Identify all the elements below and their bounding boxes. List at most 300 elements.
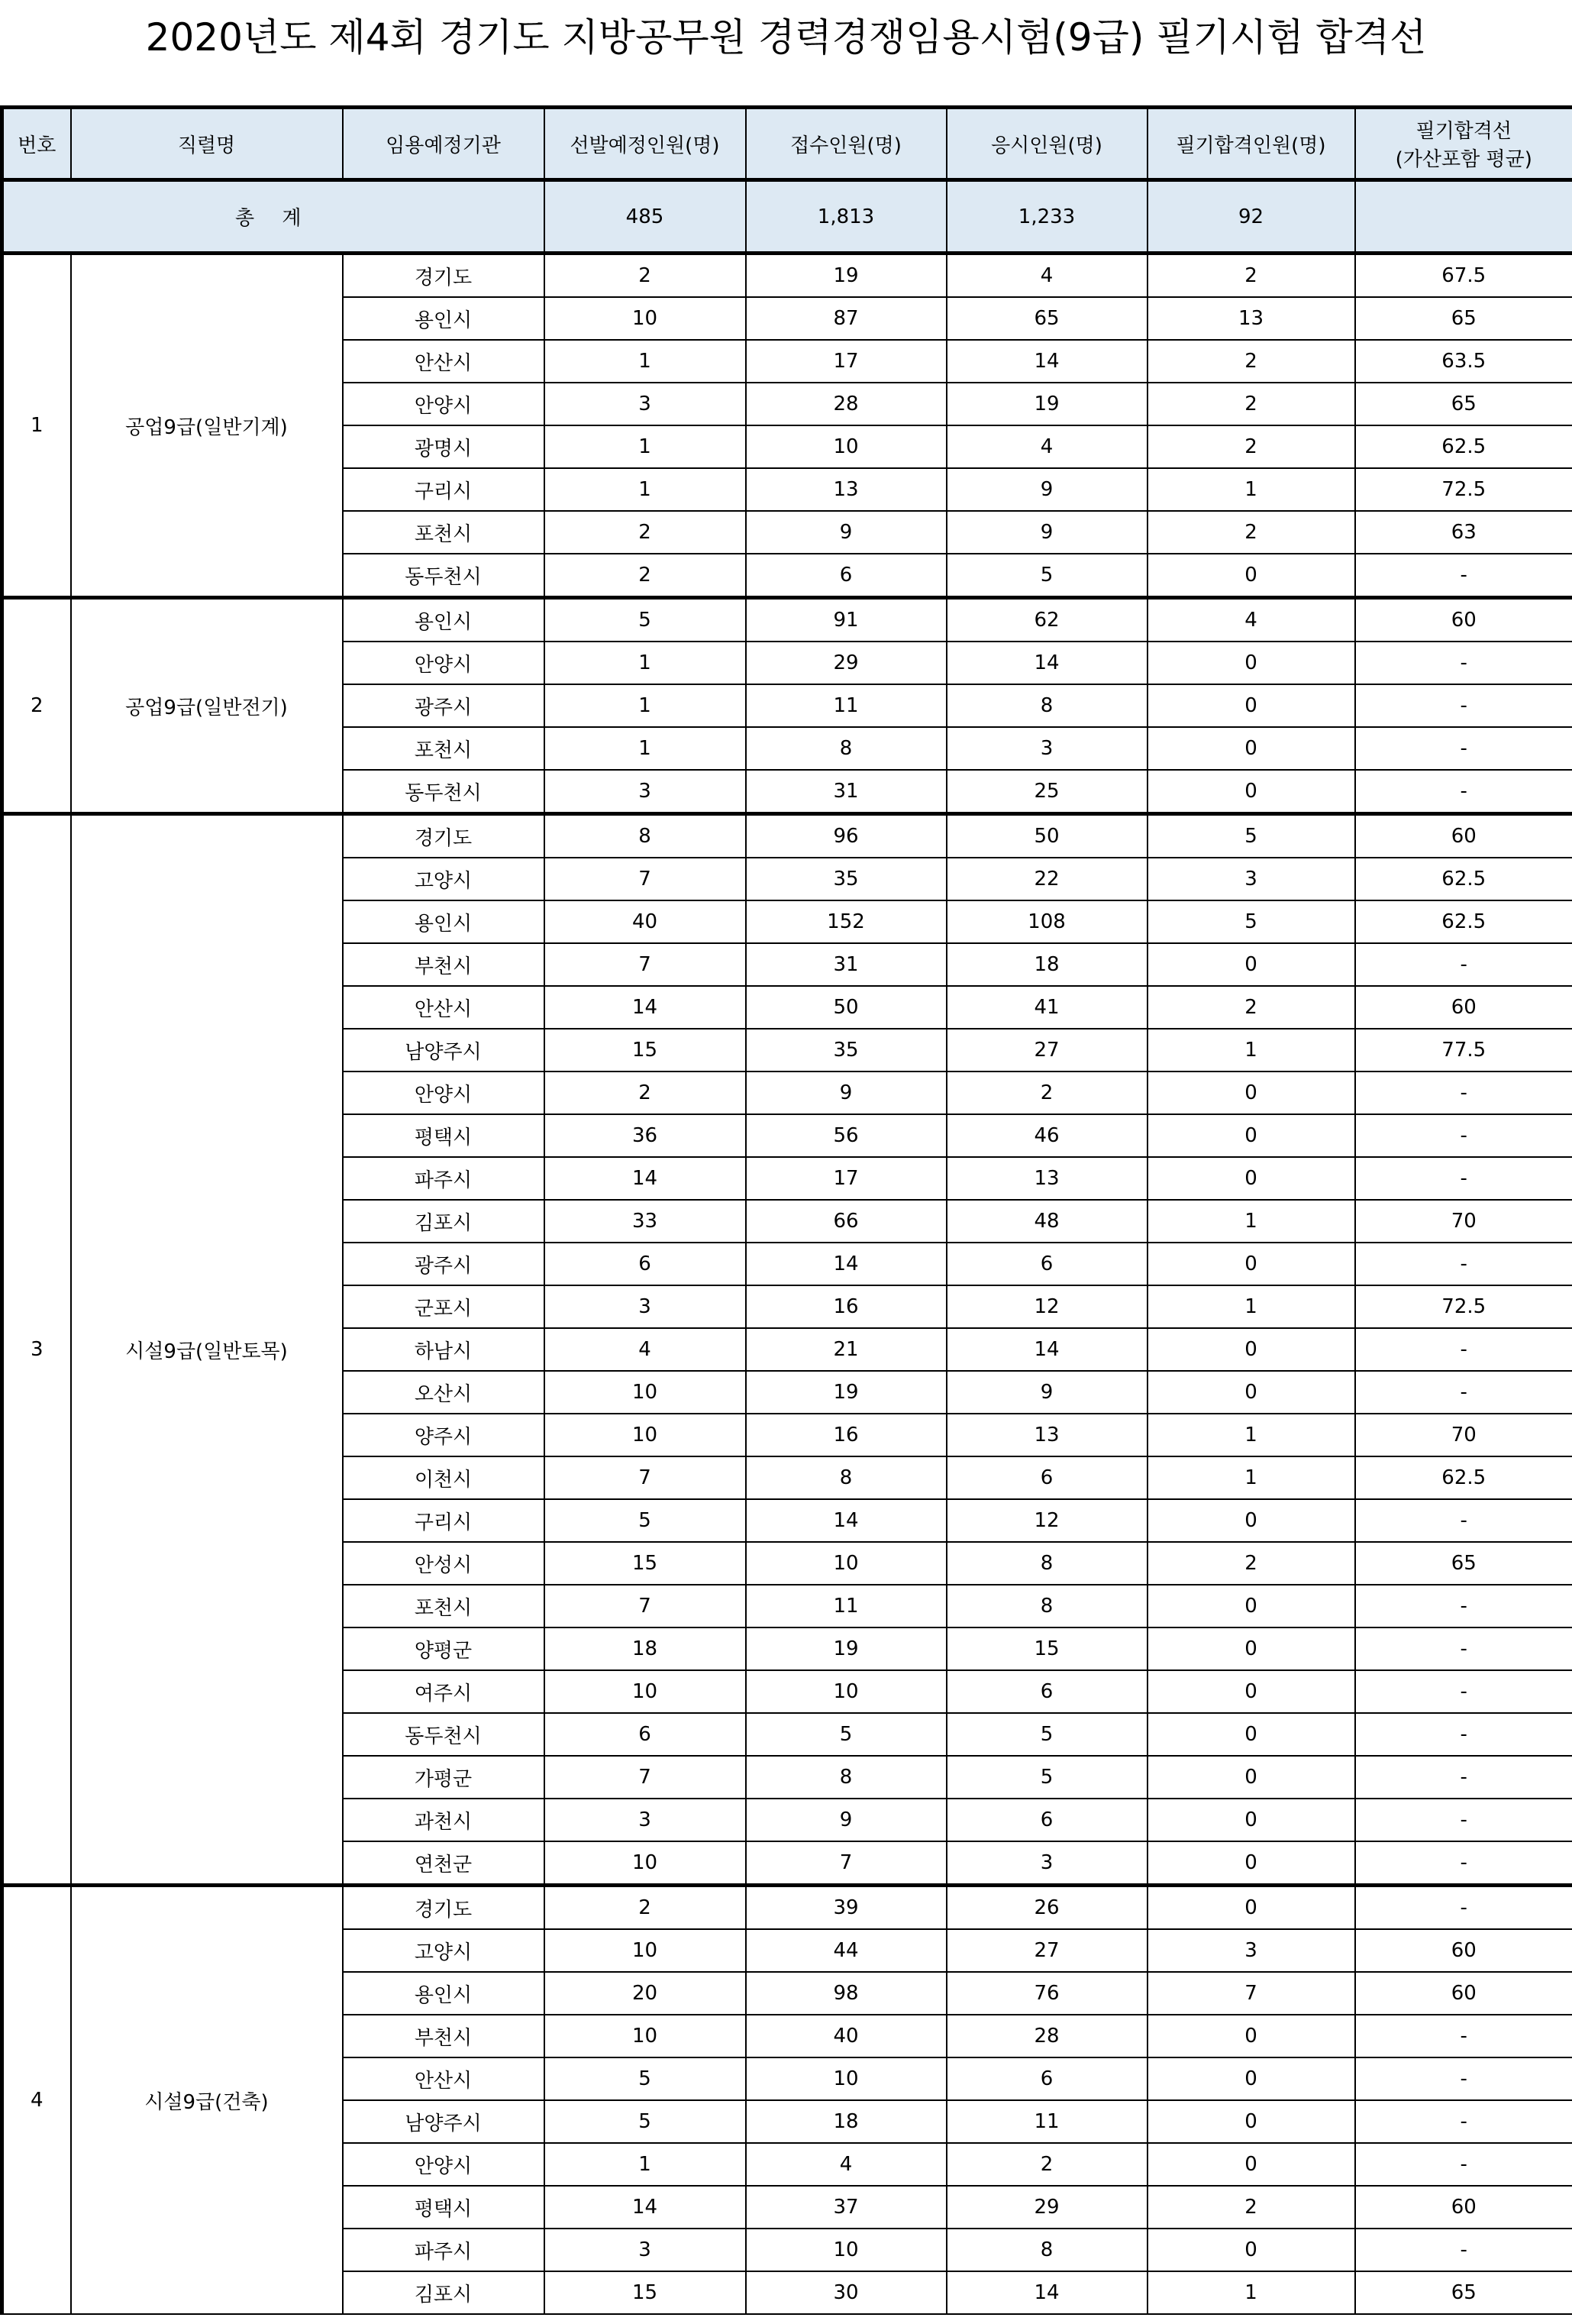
cell-passed: 5 [1148, 900, 1355, 943]
cell-applied: 8 [746, 1756, 947, 1799]
cell-passed: 1 [1148, 1200, 1355, 1243]
cell-cutoff: 65 [1355, 383, 1572, 425]
cell-applied: 4 [746, 2143, 947, 2186]
cell-passed: 2 [1148, 340, 1355, 383]
cell-agency: 오산시 [343, 1371, 544, 1414]
cell-passed: 4 [1148, 598, 1355, 642]
cell-agency: 남양주시 [343, 2100, 544, 2143]
total-attended: 1,233 [947, 180, 1148, 254]
cell-passed: 3 [1148, 858, 1355, 900]
cell-applied: 10 [746, 1542, 947, 1585]
cell-planned: 15 [544, 2271, 746, 2314]
cell-cutoff: - [1355, 770, 1572, 814]
cell-passed: 0 [1148, 1157, 1355, 1200]
cell-attended: 6 [947, 1243, 1148, 1285]
cell-agency: 파주시 [343, 1157, 544, 1200]
cell-cutoff: - [1355, 1499, 1572, 1542]
cell-agency: 안양시 [343, 642, 544, 684]
cell-agency: 경기도 [343, 1886, 544, 1930]
cell-passed: 2 [1148, 383, 1355, 425]
cell-cutoff: - [1355, 943, 1572, 986]
cell-passed: 0 [1148, 1841, 1355, 1886]
cell-planned: 15 [544, 1029, 746, 1071]
cell-agency: 김포시 [343, 1200, 544, 1243]
group-job-name: 공업9급(일반전기) [71, 598, 343, 814]
cell-agency: 용인시 [343, 297, 544, 340]
cell-agency: 가평군 [343, 1756, 544, 1799]
cell-cutoff: - [1355, 1886, 1572, 1930]
cell-attended: 9 [947, 511, 1148, 554]
cell-cutoff: - [1355, 727, 1572, 770]
table-row [2, 254, 1572, 298]
cell-cutoff: - [1355, 1328, 1572, 1371]
cell-agency: 평택시 [343, 1114, 544, 1157]
cell-planned: 10 [544, 1670, 746, 1713]
cell-attended: 9 [947, 1371, 1148, 1414]
cell-passed: 0 [1148, 1627, 1355, 1670]
cell-attended: 12 [947, 1285, 1148, 1328]
cell-agency: 군포시 [343, 1285, 544, 1328]
cell-cutoff: 60 [1355, 598, 1572, 642]
cell-applied: 31 [746, 770, 947, 814]
cell-agency: 광주시 [343, 1243, 544, 1285]
cell-passed: 0 [1148, 684, 1355, 727]
cell-cutoff: 60 [1355, 2186, 1572, 2229]
cell-agency: 용인시 [343, 900, 544, 943]
cell-applied: 8 [746, 1456, 947, 1499]
cell-attended: 15 [947, 1627, 1148, 1670]
cell-attended: 108 [947, 900, 1148, 943]
cell-cutoff: - [1355, 1756, 1572, 1799]
cell-cutoff: 65 [1355, 2271, 1572, 2314]
cell-agency: 김포시 [343, 2271, 544, 2314]
cell-passed: 0 [1148, 1585, 1355, 1627]
cell-applied: 8 [746, 727, 947, 770]
cell-planned: 3 [544, 1285, 746, 1328]
cell-passed: 2 [1148, 511, 1355, 554]
group-number: 1 [2, 254, 71, 598]
cell-applied: 10 [746, 1670, 947, 1713]
cell-agency: 평택시 [343, 2186, 544, 2229]
cell-applied: 35 [746, 1029, 947, 1071]
cell-attended: 2 [947, 2143, 1148, 2186]
cell-cutoff: - [1355, 554, 1572, 598]
cell-agency: 부천시 [343, 943, 544, 986]
cell-attended: 76 [947, 1972, 1148, 2015]
cell-planned: 8 [544, 814, 746, 858]
table-row [2, 598, 1572, 642]
cell-cutoff: - [1355, 642, 1572, 684]
cell-attended: 5 [947, 554, 1148, 598]
cell-cutoff: 70 [1355, 1414, 1572, 1456]
cell-cutoff: - [1355, 1841, 1572, 1886]
cell-agency: 연천군 [343, 1841, 544, 1886]
cell-attended: 6 [947, 1670, 1148, 1713]
cell-planned: 5 [544, 2100, 746, 2143]
cell-attended: 22 [947, 858, 1148, 900]
cell-cutoff: 60 [1355, 814, 1572, 858]
cell-agency: 경기도 [343, 814, 544, 858]
cell-passed: 1 [1148, 1285, 1355, 1328]
cell-planned: 1 [544, 468, 746, 511]
cell-cutoff: 62.5 [1355, 858, 1572, 900]
header-agency: 임용예정기관 [343, 108, 544, 180]
cell-cutoff: 67.5 [1355, 254, 1572, 298]
header-passed: 필기합격인원(명) [1148, 108, 1355, 180]
cell-applied: 13 [746, 468, 947, 511]
total-planned: 485 [544, 180, 746, 254]
cell-planned: 10 [544, 1929, 746, 1972]
cell-planned: 5 [544, 598, 746, 642]
cell-applied: 14 [746, 1243, 947, 1285]
cell-planned: 33 [544, 1200, 746, 1243]
cell-passed: 0 [1148, 2143, 1355, 2186]
cell-planned: 1 [544, 425, 746, 468]
cell-agency: 안양시 [343, 1071, 544, 1114]
table-row [2, 814, 1572, 858]
cell-attended: 6 [947, 1456, 1148, 1499]
cell-attended: 5 [947, 1713, 1148, 1756]
cell-attended: 3 [947, 727, 1148, 770]
cell-attended: 26 [947, 1886, 1148, 1930]
cell-attended: 11 [947, 2100, 1148, 2143]
cell-planned: 1 [544, 340, 746, 383]
cell-attended: 65 [947, 297, 1148, 340]
cell-planned: 2 [544, 511, 746, 554]
cell-planned: 7 [544, 1456, 746, 1499]
cell-attended: 14 [947, 1328, 1148, 1371]
header-job: 직렬명 [71, 108, 343, 180]
cell-planned: 2 [544, 554, 746, 598]
cell-planned: 4 [544, 1328, 746, 1371]
cell-applied: 21 [746, 1328, 947, 1371]
cell-agency: 양주시 [343, 1414, 544, 1456]
cell-passed: 1 [1148, 1456, 1355, 1499]
cell-applied: 9 [746, 1071, 947, 1114]
cell-agency: 하남시 [343, 1328, 544, 1371]
cell-cutoff: - [1355, 1585, 1572, 1627]
cell-agency: 용인시 [343, 598, 544, 642]
cell-cutoff: - [1355, 2143, 1572, 2186]
cell-cutoff: - [1355, 2229, 1572, 2271]
total-passed: 92 [1148, 180, 1355, 254]
cell-passed: 0 [1148, 2057, 1355, 2100]
cell-applied: 18 [746, 2100, 947, 2143]
cell-passed: 0 [1148, 1071, 1355, 1114]
cell-attended: 46 [947, 1114, 1148, 1157]
cell-cutoff: 62.5 [1355, 1456, 1572, 1499]
cell-cutoff: - [1355, 2057, 1572, 2100]
cell-cutoff: - [1355, 1157, 1572, 1200]
cell-attended: 62 [947, 598, 1148, 642]
cell-applied: 10 [746, 2057, 947, 2100]
header-planned: 선발예정인원(명) [544, 108, 746, 180]
cell-applied: 19 [746, 1627, 947, 1670]
page-title: 2020년도 제4회 경기도 지방공무원 경력경쟁임용시험(9급) 필기시험 합격선 [145, 15, 1427, 60]
cell-passed: 1 [1148, 1414, 1355, 1456]
cell-passed: 2 [1148, 1542, 1355, 1585]
total-applied: 1,813 [746, 180, 947, 254]
cell-passed: 2 [1148, 254, 1355, 298]
cell-passed: 1 [1148, 468, 1355, 511]
cell-passed: 3 [1148, 1929, 1355, 1972]
header-row [2, 108, 1572, 180]
cell-agency: 부천시 [343, 2015, 544, 2057]
cell-applied: 17 [746, 1157, 947, 1200]
cell-attended: 28 [947, 2015, 1148, 2057]
cell-attended: 12 [947, 1499, 1148, 1542]
cell-planned: 3 [544, 1799, 746, 1841]
cell-cutoff: 60 [1355, 1929, 1572, 1972]
cell-cutoff: - [1355, 1799, 1572, 1841]
cell-planned: 5 [544, 1499, 746, 1542]
header-attended: 응시인원(명) [947, 108, 1148, 180]
cell-passed: 0 [1148, 943, 1355, 986]
header-cutoff-line1: 필기합격선 [1415, 120, 1512, 143]
cell-planned: 7 [544, 858, 746, 900]
cell-planned: 18 [544, 1627, 746, 1670]
cell-agency: 동두천시 [343, 554, 544, 598]
cell-planned: 15 [544, 1542, 746, 1585]
cell-applied: 96 [746, 814, 947, 858]
cell-cutoff: 63 [1355, 511, 1572, 554]
cell-applied: 9 [746, 1799, 947, 1841]
cell-cutoff: 65 [1355, 1542, 1572, 1585]
cell-passed: 0 [1148, 1670, 1355, 1713]
cell-applied: 35 [746, 858, 947, 900]
cell-attended: 4 [947, 254, 1148, 298]
cell-planned: 10 [544, 297, 746, 340]
cell-cutoff: - [1355, 1243, 1572, 1285]
cell-planned: 36 [544, 1114, 746, 1157]
cell-agency: 과천시 [343, 1799, 544, 1841]
cell-passed: 0 [1148, 1243, 1355, 1285]
cell-passed: 0 [1148, 727, 1355, 770]
total-cutoff [1355, 180, 1572, 254]
cell-agency: 안양시 [343, 383, 544, 425]
cell-agency: 파주시 [343, 2229, 544, 2271]
cell-planned: 7 [544, 1756, 746, 1799]
cell-attended: 4 [947, 425, 1148, 468]
cell-applied: 29 [746, 642, 947, 684]
cell-applied: 9 [746, 511, 947, 554]
cell-passed: 2 [1148, 986, 1355, 1029]
cell-cutoff: - [1355, 2100, 1572, 2143]
cell-passed: 0 [1148, 2100, 1355, 2143]
cell-cutoff: 63.5 [1355, 340, 1572, 383]
cell-cutoff: - [1355, 1670, 1572, 1713]
cell-attended: 3 [947, 1841, 1148, 1886]
cell-agency: 포천시 [343, 511, 544, 554]
cell-cutoff: - [1355, 1627, 1572, 1670]
cell-cutoff: - [1355, 2015, 1572, 2057]
total-row [2, 180, 1572, 254]
group-job-name: 시설9급(일반토목) [71, 814, 343, 1886]
cell-applied: 7 [746, 1841, 947, 1886]
group-job-name: 시설9급(건축) [71, 1886, 343, 2315]
cell-passed: 0 [1148, 2015, 1355, 2057]
cell-attended: 19 [947, 383, 1148, 425]
cell-applied: 6 [746, 554, 947, 598]
group-number: 3 [2, 814, 71, 1886]
cell-applied: 98 [746, 1972, 947, 2015]
cell-planned: 14 [544, 986, 746, 1029]
header-cutoff [1355, 108, 1572, 180]
cell-planned: 3 [544, 383, 746, 425]
cell-planned: 40 [544, 900, 746, 943]
cell-agency: 안산시 [343, 340, 544, 383]
cell-cutoff: 60 [1355, 986, 1572, 1029]
group-number: 4 [2, 1886, 71, 2315]
cell-planned: 10 [544, 1414, 746, 1456]
cell-agency: 이천시 [343, 1456, 544, 1499]
cell-agency: 경기도 [343, 254, 544, 298]
cell-planned: 10 [544, 2015, 746, 2057]
cell-applied: 16 [746, 1414, 947, 1456]
cell-attended: 14 [947, 642, 1148, 684]
cell-attended: 14 [947, 340, 1148, 383]
cell-passed: 1 [1148, 1029, 1355, 1071]
cell-agency: 양평군 [343, 1627, 544, 1670]
cell-applied: 14 [746, 1499, 947, 1542]
cell-attended: 8 [947, 2229, 1148, 2271]
cell-cutoff: - [1355, 1713, 1572, 1756]
cell-planned: 1 [544, 2143, 746, 2186]
cell-attended: 8 [947, 1542, 1148, 1585]
cell-attended: 8 [947, 1585, 1148, 1627]
cell-applied: 16 [746, 1285, 947, 1328]
cell-agency: 남양주시 [343, 1029, 544, 1071]
cell-applied: 19 [746, 1371, 947, 1414]
cell-applied: 50 [746, 986, 947, 1029]
cell-applied: 30 [746, 2271, 947, 2314]
cell-attended: 27 [947, 1929, 1148, 1972]
cell-passed: 5 [1148, 814, 1355, 858]
cell-applied: 17 [746, 340, 947, 383]
cell-passed: 7 [1148, 1972, 1355, 2015]
cell-planned: 6 [544, 1243, 746, 1285]
cell-attended: 50 [947, 814, 1148, 858]
cell-applied: 10 [746, 425, 947, 468]
cell-applied: 91 [746, 598, 947, 642]
cell-passed: 1 [1148, 2271, 1355, 2314]
header-cutoff-line2: (가산포함 평균) [1395, 148, 1532, 171]
cell-planned: 10 [544, 1371, 746, 1414]
group-job-name: 공업9급(일반기계) [71, 254, 343, 598]
cell-passed: 0 [1148, 1328, 1355, 1371]
cell-agency: 광명시 [343, 425, 544, 468]
cell-applied: 66 [746, 1200, 947, 1243]
cell-planned: 2 [544, 1071, 746, 1114]
cell-cutoff: - [1355, 1114, 1572, 1157]
cell-passed: 0 [1148, 1499, 1355, 1542]
cell-attended: 8 [947, 684, 1148, 727]
cell-agency: 포천시 [343, 1585, 544, 1627]
cell-planned: 1 [544, 727, 746, 770]
cell-agency: 안성시 [343, 1542, 544, 1585]
cell-passed: 0 [1148, 1756, 1355, 1799]
cell-cutoff: 70 [1355, 1200, 1572, 1243]
cell-planned: 3 [544, 770, 746, 814]
total-label: 총 계 [2, 180, 544, 254]
cell-attended: 41 [947, 986, 1148, 1029]
cell-agency: 안산시 [343, 2057, 544, 2100]
cell-attended: 13 [947, 1414, 1148, 1456]
cell-planned: 7 [544, 943, 746, 986]
cell-cutoff: 77.5 [1355, 1029, 1572, 1071]
cell-attended: 2 [947, 1071, 1148, 1114]
cell-applied: 19 [746, 254, 947, 298]
cell-attended: 6 [947, 1799, 1148, 1841]
cell-planned: 1 [544, 684, 746, 727]
cell-cutoff: 72.5 [1355, 468, 1572, 511]
cell-passed: 0 [1148, 642, 1355, 684]
cell-agency: 고양시 [343, 858, 544, 900]
cell-cutoff: - [1355, 684, 1572, 727]
cell-attended: 13 [947, 1157, 1148, 1200]
cell-agency: 고양시 [343, 1929, 544, 1972]
cell-passed: 0 [1148, 1799, 1355, 1841]
results-table [0, 105, 1572, 2315]
cell-planned: 14 [544, 1157, 746, 1200]
cell-passed: 0 [1148, 554, 1355, 598]
cell-cutoff: - [1355, 1071, 1572, 1114]
cell-applied: 37 [746, 2186, 947, 2229]
cell-planned: 6 [544, 1713, 746, 1756]
cell-applied: 5 [746, 1713, 947, 1756]
cell-applied: 87 [746, 297, 947, 340]
cell-cutoff: - [1355, 1371, 1572, 1414]
cell-cutoff: 62.5 [1355, 900, 1572, 943]
cell-agency: 여주시 [343, 1670, 544, 1713]
cell-cutoff: 62.5 [1355, 425, 1572, 468]
cell-attended: 9 [947, 468, 1148, 511]
cell-applied: 152 [746, 900, 947, 943]
cell-cutoff: 65 [1355, 297, 1572, 340]
cell-passed: 0 [1148, 770, 1355, 814]
cell-applied: 11 [746, 1585, 947, 1627]
cell-attended: 25 [947, 770, 1148, 814]
header-no: 번호 [2, 108, 71, 180]
cell-passed: 0 [1148, 2229, 1355, 2271]
cell-applied: 31 [746, 943, 947, 986]
cell-passed: 0 [1148, 1886, 1355, 1930]
cell-passed: 2 [1148, 2186, 1355, 2229]
cell-attended: 48 [947, 1200, 1148, 1243]
cell-planned: 10 [544, 1841, 746, 1886]
group-number: 2 [2, 598, 71, 814]
cell-applied: 44 [746, 1929, 947, 1972]
cell-planned: 5 [544, 2057, 746, 2100]
cell-planned: 14 [544, 2186, 746, 2229]
cell-applied: 28 [746, 383, 947, 425]
cell-agency: 안양시 [343, 2143, 544, 2186]
cell-cutoff: 72.5 [1355, 1285, 1572, 1328]
cell-attended: 5 [947, 1756, 1148, 1799]
cell-attended: 6 [947, 2057, 1148, 2100]
cell-passed: 0 [1148, 1713, 1355, 1756]
cell-applied: 10 [746, 2229, 947, 2271]
cell-planned: 1 [544, 642, 746, 684]
cell-planned: 3 [544, 2229, 746, 2271]
cell-agency: 동두천시 [343, 1713, 544, 1756]
cell-passed: 0 [1148, 1371, 1355, 1414]
cell-applied: 56 [746, 1114, 947, 1157]
cell-applied: 40 [746, 2015, 947, 2057]
cell-attended: 27 [947, 1029, 1148, 1071]
cell-passed: 13 [1148, 297, 1355, 340]
cell-planned: 7 [544, 1585, 746, 1627]
